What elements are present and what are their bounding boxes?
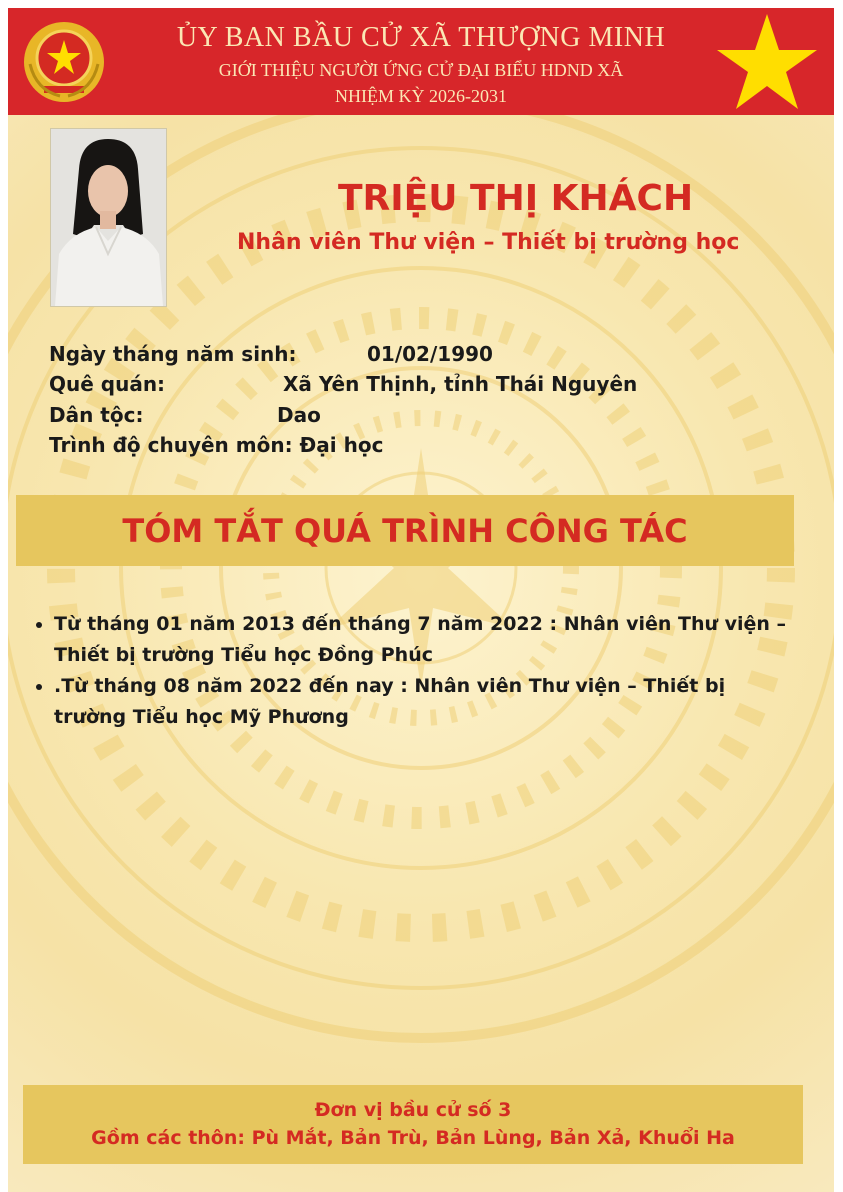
ethnicity-label: Dân tộc: (49, 403, 144, 427)
hometown-value: Xã Yên Thịnh, tỉnh Thái Nguyên (283, 372, 638, 396)
info-ethnicity (49, 403, 321, 427)
dob-value: 01/02/1990 (367, 342, 493, 366)
header-title: ỦY BAN BẦU CỬ XÃ THƯỢNG MINH (176, 22, 666, 53)
info-education (49, 433, 383, 457)
star-icon (714, 12, 820, 112)
candidate-photo (50, 128, 167, 307)
career-heading: TÓM TẮT QUÁ TRÌNH CÔNG TÁC (122, 512, 688, 550)
career-list (28, 609, 794, 733)
header-bar (8, 8, 834, 115)
district-number: Đơn vị bầu cử số 3 (314, 1099, 512, 1121)
career-heading-banner (16, 495, 794, 566)
header-term: NHIỆM KỲ 2026-2031 (335, 86, 507, 106)
info-hometown (49, 372, 638, 396)
header-subtitle: GIỚI THIỆU NGƯỜI ỨNG CỬ ĐẠI BIỂU HDND XÃ (218, 60, 624, 80)
dob-label: Ngày tháng năm sinh: (49, 342, 297, 366)
education-value: Đại học (299, 433, 384, 457)
education-label: Trình độ chuyên môn: (49, 433, 293, 457)
candidate-name: TRIỆU THỊ KHÁCH (338, 178, 694, 219)
info-dob (49, 342, 493, 366)
ethnicity-value: Dao (277, 403, 321, 427)
list-item: • Từ tháng 01 năm 2013 đến tháng 7 năm 2022 : Nhân viên Thư viện – Thiết bị trường Tiểu học Đồng Phúc (54, 609, 794, 671)
candidate-position: Nhân viên Thư viện – Thiết bị trường học (237, 230, 740, 255)
hometown-label: Quê quán: (49, 372, 166, 396)
candidate-poster (8, 8, 834, 1192)
district-villages: Gồm các thôn: Pù Mắt, Bản Trù, Bản Lùng, Bản Xả, Khuổi Ha (91, 1127, 735, 1149)
list-item: • .Từ tháng 08 năm 2022 đến nay : Nhân viên Thư viện – Thiết bị trường Tiểu học Mỹ Phương (54, 671, 794, 733)
district-banner (23, 1085, 803, 1164)
